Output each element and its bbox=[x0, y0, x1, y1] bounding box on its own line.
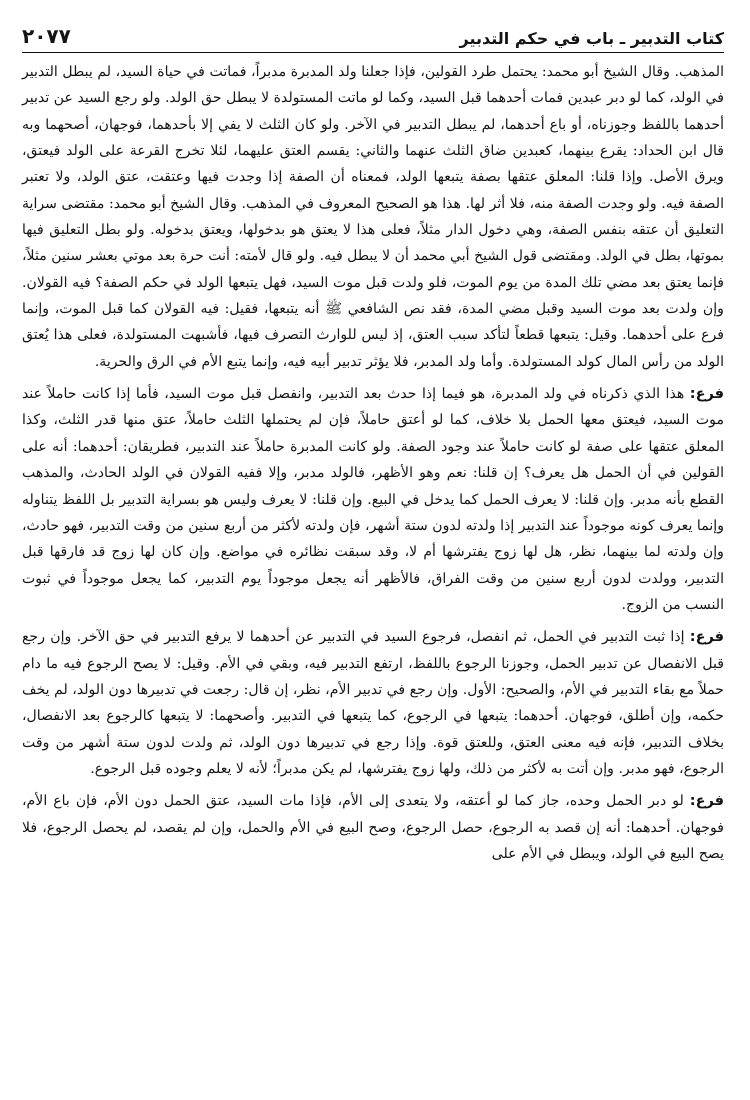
page-number: ٢٠٧٧ bbox=[22, 24, 71, 48]
paragraph-text: إذا ثبت التدبير في الحمل، ثم انفصل، فرجوع السيد في التدبير عن أحدهما لا يرفع التدبير في حق الآخر. وإن رجع قبل الانفصال عن تدبير الحمل، وجوزنا الرجوع باللفظ، ارتفع التدبير فيه، وبقي في الأم. وقيل: لا يصح الرجوع فيه ما دام حملاً مع بقاء التدبير في الأم، والصحيح: الأول. وإن رجع في تدبير الأم، نظر، إن قال: رجعت في تدبيرها دون الولد، لم يخف حكمه، وإن أطلق، فوجهان. أحدهما: يتبعها في الرجوع، كما يتبعها في التدبير. وأصحهما: لا يتبعها كالرجوع بعد الانفصال، بخلاف التدبير، فإنه فيه معنى العتق، وللعتق قوة. وإذا رجع في تدبيرها دون الولد، ثم ولدت لدون ستة أشهر من وقت الرجوع، فهو مدبر. وإن أتت به لأكثر من ذلك، ولها زوج يفترشها، لم يكن مدبراً؛ لأنه لا يعلم وجوده قبل الرجوع. bbox=[22, 629, 724, 777]
section-label: فرع: bbox=[689, 629, 724, 646]
chapter-title: كتاب التدبير ـ باب في حكم التدبير bbox=[459, 29, 724, 48]
body-text bbox=[22, 59, 724, 867]
paragraph bbox=[22, 624, 724, 782]
paragraph-text: لو دبر الحمل وحده، جاز كما لو أعتقه، ولا يتعدى إلى الأم، فإذا مات السيد، عتق الحمل دون الأم، فإن باع الأم، فوجهان. أحدهما: أنه إن قصد به الرجوع، حصل الرجوع، وصح البيع في الأم والحمل، وإن لم يقصد، لم يحصل الرجوع، فلا يصح البيع في الولد، ويبطل في الأم على bbox=[22, 793, 724, 862]
section-label: فرع: bbox=[689, 793, 724, 810]
paragraph-text: هذا الذي ذكرناه في ولد المدبرة، هو فيما إذا حدث بعد التدبير، وانفصل قبل موت السيد، فأما إذا كانت حاملاً عند موت السيد، فيعتق معها الحمل بلا خلاف، كما لو أعتق حاملاً، فإن لم يحتملها الثلث حاملاً، عتق منها قدر الثلث، وكذا المعلق عتقها على صفة لو كانت حاملاً عند وجود الصفة. ولو كانت المدبرة حاملاً عند التدبير، فطريقان: أحدهما: أنه على القولين في أن الحمل هل يعرف؟ إن قلنا: نعم وهو الأظهر، فالولد مدبر، وإلا ففيه القولان في الولد الحادث، والمذهب القطع بأنه مدبر. وإن قلنا: لا يعرف الحمل كما يدخل في البيع. وإن قلنا: لا يعرف وليس هو بسراية التدبير بل اللفظ يتناوله وإنما يعرف كونه موجوداً عند التدبير إذا ولدته لدون ستة أشهر، فإن ولدته لأكثر من أربع سنين من وقت التدبير، فهو حادث، وإن ولدته لما بينهما، نظر، هل لها زوج يفترشها أم لا، وقد سبقت نظائره في مواضع. وإن كان لها زوج قد فارقها قبل التدبير، وولدت لدون أربع سنين من وقت الفراق، فالأظهر أنه يجعل موجوداً يوم التدبير، كما يجعل موجوداً في ثبوت النسب من الزوج. bbox=[22, 386, 724, 613]
paragraph bbox=[22, 59, 724, 375]
running-header bbox=[22, 18, 724, 53]
paragraph-text: المذهب. وقال الشيخ أبو محمد: يحتمل طرد القولين، فإذا جعلنا ولد المدبرة مدبراً، فماتت في حياة السيد، لم يبطل التدبير في الولد، كما لو دبر عبدين فمات أحدهما قبل السيد، وكما لو ماتت المستولدة لا يبطل حق الولد. ولو رجع السيد عن تدبير أحدهما باللفظ وجوزناه، أو باع أحدهما، لم يبطل التدبير في الآخر. ولو كان الثلث لا يفي إلا بأحدهما، فوجهان، أصحهما وبه قال ابن الحداد: يقرع بينهما، كعبدين ضاق الثلث عنهما والثاني: يقسم العتق عليهما، لئلا تخرج القرعة على الولد فيعتق، ويرق الأصل. وإذا قلنا: المعلق عتقها بصفة يتبعها الولد، فمعناه أن الصفة إذا وجدت فيها وعتقت، عتق الولد، ولا تعتبر الصفة فيه. ولو وجدت الصفة منه، فلا أثر لها. هذا هو الصحيح المعروف في المذهب. وقال الشيخ أبو محمد: مقتضى سراية التعليق أن عتقه بنفس الصفة، وهي دخول الدار مثلاً، فعلى هذا لا يعتق هو بدخولها، ويعتق بدخوله. ولو بطل التعليق فيها بموتها، بطل في الولد. ومقتضى قول الشيخ أبي محمد أن لا يبطل فيه. ولو قال لأمته: أنت حرة بعد موتي بعشر سنين مثلاً، فإنما يعتق بعد مضي تلك المدة من يوم الموت، فلو ولدت قبل موت السيد، فهل يتبعها الولد في حكم الصفة؟ فيه القولان. وإن ولدت بعد موت السيد وقبل مضي المدة، فقد نص الشافعي ﷺ أنه يتبعها، فقيل: فيه القولان كما قبل الموت، وإنما فرع على أحدهما. وقيل: يتبعها قطعاً لتأكد سبب العتق، إذ ليس للوارث التصرف فيها، فأشبهت المستولدة، فعلى هذا يُعتق الولد من رأس المال كولد المستولدة. وأما ولد المدبر، فلا يؤثر تدبير أبيه فيه، وإنما يتبع الأم في الرق والحرية. bbox=[22, 64, 724, 370]
paragraph bbox=[22, 381, 724, 618]
section-label: فرع: bbox=[689, 386, 724, 403]
paragraph bbox=[22, 788, 724, 867]
